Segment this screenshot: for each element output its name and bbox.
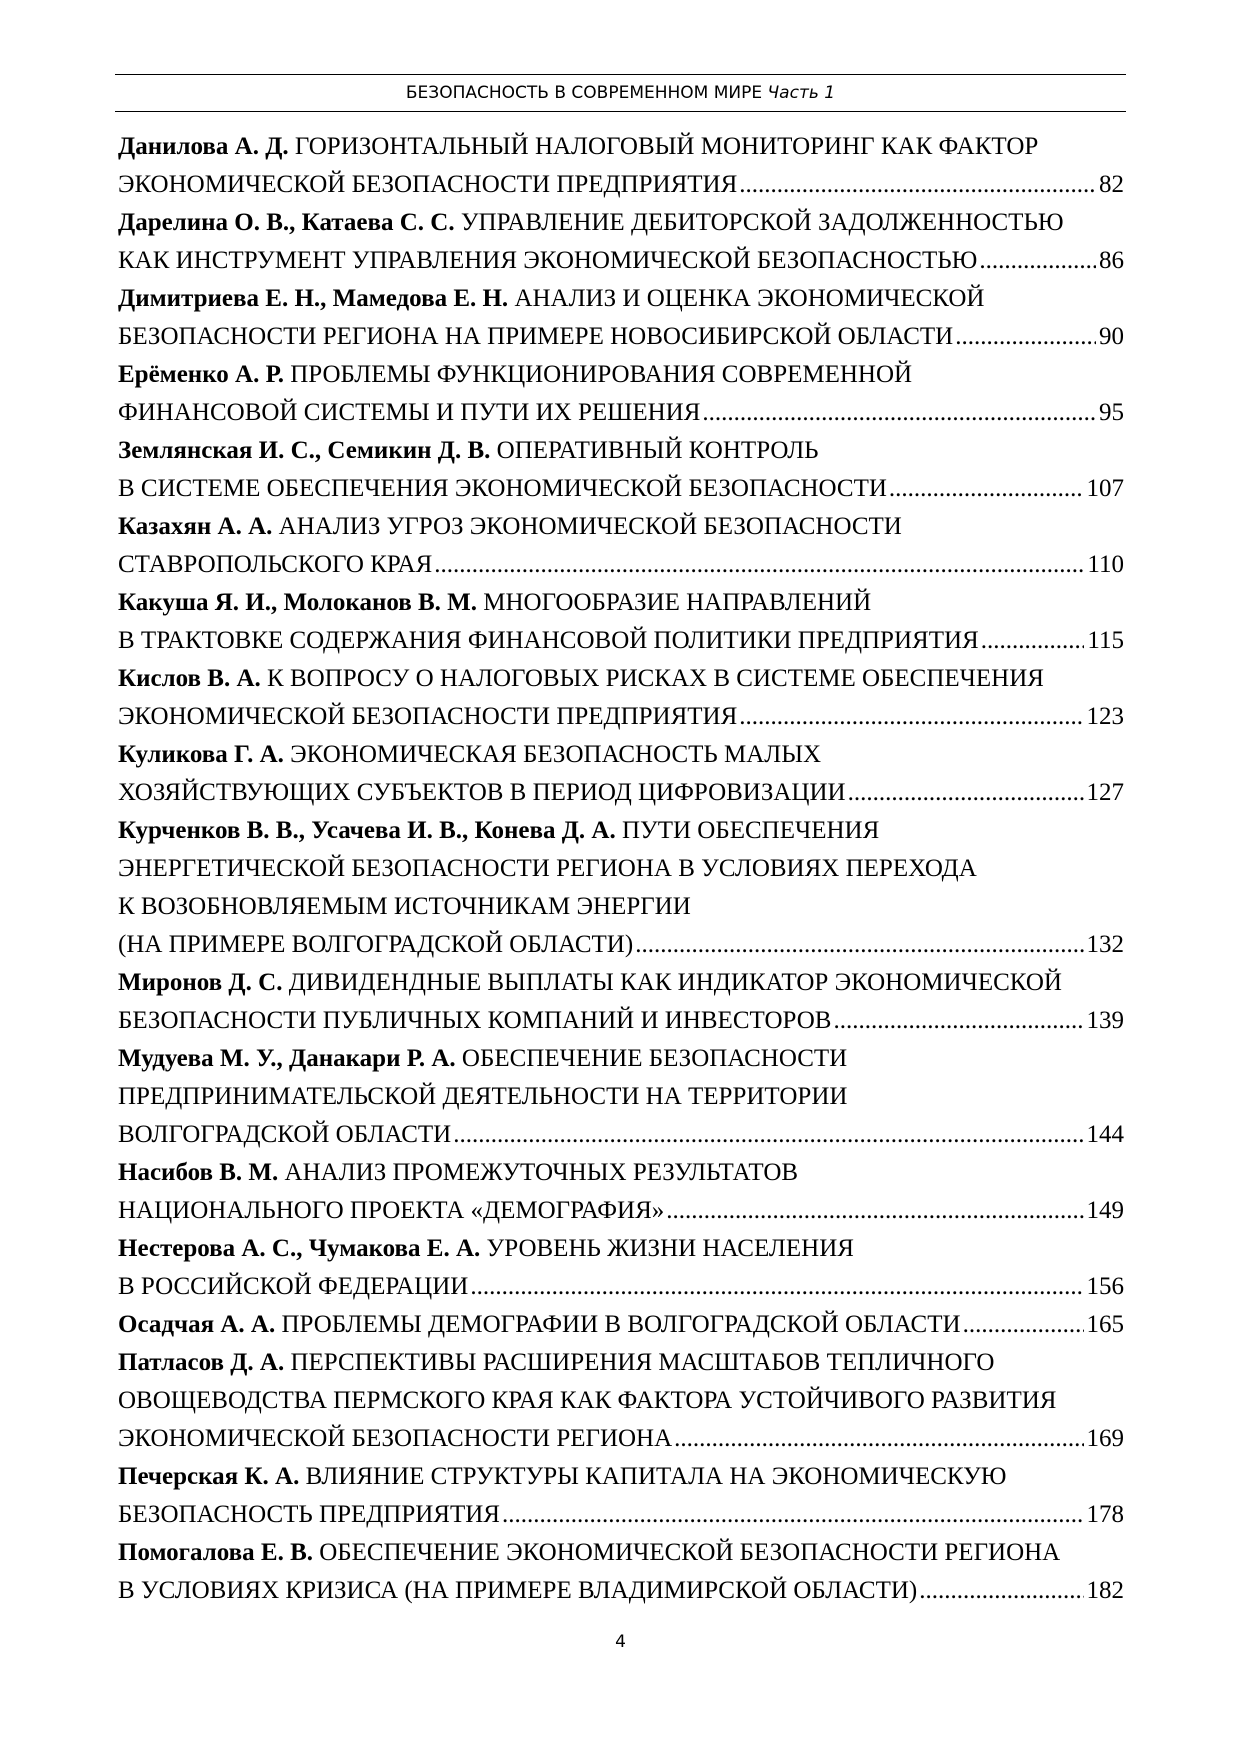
toc-entry-line [118,128,1124,166]
dot-leader [979,622,1085,660]
toc-entry-page[interactable]: 149 [1086,1197,1124,1224]
toc-entry-title: НАЦИОНАЛЬНОГО ПРОЕКТА «ДЕМОГРАФИЯ» [118,1197,665,1224]
toc-entry-line [118,1078,1124,1116]
toc-entry-text [118,774,846,812]
toc-entry-text [118,698,737,736]
toc-entry-authors: Нестерова А. С., Чумакова Е. А. [118,1235,481,1262]
toc-entry-line [118,394,1124,432]
toc-entry-authors: Курченков В. В., Усачева И. В., Конева Д. А. [118,817,616,844]
toc-entry-line [118,736,1124,774]
toc-entry-text [118,1496,500,1534]
toc-entry-page[interactable]: 144 [1086,1121,1124,1148]
toc-entry-authors: Куликова Г. А. [118,741,284,768]
toc-entry-line [118,1154,1124,1192]
dot-leader [432,546,1084,584]
toc-entry-line [118,1268,1124,1306]
toc-entry-title: В УСЛОВИЯХ КРИЗИСА (НА ПРИМЕРЕ ВЛАДИМИРСКОЙ ОБЛАСТИ) [118,1577,918,1604]
toc-entry-title: ОПЕРАТИВНЫЙ КОНТРОЛЬ [496,437,819,464]
toc-entry-authors: Кислов В. А. [118,665,261,692]
toc-entry-title: УПРАВЛЕНИЕ ДЕБИТОРСКОЙ ЗАДОЛЖЕННОСТЬЮ [460,209,1064,236]
toc-entry-text [118,394,700,432]
toc-entry-title: ОВОЩЕВОДСТВА ПЕРМСКОГО КРАЯ КАК ФАКТОРА УСТОЙЧИВОГО РАЗВИТИЯ [118,1387,1057,1414]
toc-entry-title: УРОВЕНЬ ЖИЗНИ НАСЕЛЕНИЯ [486,1235,854,1262]
dot-leader [831,1002,1083,1040]
dot-leader [917,1572,1083,1610]
toc-entry-page[interactable]: 90 [1099,323,1124,350]
toc-entry-authors: Димитриева Е. Н., Мамедова Е. Н. [118,285,509,312]
toc-entry-title: В ТРАКТОВКЕ СОДЕРЖАНИЯ ФИНАНСОВОЙ ПОЛИТИКИ ПРЕДПРИЯТИЯ [118,627,979,654]
toc-entry-authors: Миронов Д. С. [118,969,283,996]
toc-entry-text [118,318,953,356]
toc-entry-text [118,166,737,204]
toc-entry-page[interactable]: 156 [1086,1273,1124,1300]
toc-entry-page[interactable]: 178 [1086,1501,1124,1528]
dot-leader [468,1268,1083,1306]
toc-entry-line [118,508,1124,546]
toc-entry-page[interactable]: 115 [1087,627,1124,654]
toc-entry-authors: Какуша Я. И., Молоканов В. М. [118,589,477,616]
toc-entry-authors: Мудуева М. У., Данакари Р. А. [118,1045,456,1072]
toc-entry-line [118,1306,1124,1344]
toc-entry-title: ПРЕДПРИНИМАТЕЛЬСКОЙ ДЕЯТЕЛЬНОСТИ НА ТЕРРИТОРИИ [118,1083,848,1110]
toc-entry [118,1306,1124,1344]
toc-entry [118,1154,1124,1230]
toc-entry [118,280,1124,356]
toc-entry-authors: Землянская И. С., Семикин Д. В. [118,437,491,464]
toc-entry-title: ДИВИДЕНДНЫЕ ВЫПЛАТЫ КАК ИНДИКАТОР ЭКОНОМИЧЕСКОЙ [288,969,1062,996]
toc-entry-page[interactable]: 82 [1099,171,1124,198]
toc-entry [118,432,1124,508]
toc-entry-line [118,204,1124,242]
toc-entry-title: ОБЕСПЕЧЕНИЕ БЕЗОПАСНОСТИ [461,1045,848,1072]
toc-entry-line [118,1040,1124,1078]
toc-entry-title: БЕЗОПАСНОСТИ ПУБЛИЧНЫХ КОМПАНИЙ И ИНВЕСТОРОВ [118,1007,832,1034]
toc-entry-line [118,432,1124,470]
toc-entry-page[interactable]: 123 [1086,703,1124,730]
toc-entry-page[interactable]: 139 [1086,1007,1124,1034]
toc-entry [118,736,1124,812]
toc-entry-line [118,812,1124,850]
dot-leader [953,318,1096,356]
toc-entry-line [118,1420,1124,1458]
toc-entry-title: ПРОБЛЕМЫ ДЕМОГРАФИИ В ВОЛГОГРАДСКОЙ ОБЛАСТИ [281,1311,961,1338]
toc-entry [118,128,1124,204]
toc-entry-page[interactable]: 165 [1086,1311,1124,1338]
toc-entry-line [118,622,1124,660]
toc-entry-authors: Помогалова Е. В. [118,1539,313,1566]
toc-entry-text [118,546,432,584]
toc-entry-line [118,774,1124,812]
toc-entry [118,356,1124,432]
toc-entry-line [118,584,1124,622]
toc-entry-line [118,850,1124,888]
toc-entry-text [118,1420,672,1458]
table-of-contents [118,128,1124,1610]
toc-entry-authors: Печерская К. А. [118,1463,300,1490]
dot-leader [664,1192,1083,1230]
toc-entry-text [118,1116,451,1154]
header-part: Часть 1 [767,83,836,103]
dot-leader [737,698,1083,736]
dot-leader [737,166,1096,204]
toc-entry-authors: Данилова А. Д. [118,133,289,160]
toc-entry-line [118,166,1124,204]
toc-entry-title: СТАВРОПОЛЬСКОГО КРАЯ [118,551,433,578]
toc-entry-line [118,280,1124,318]
toc-entry-title: БЕЗОПАСНОСТЬ ПРЕДПРИЯТИЯ [118,1501,500,1528]
toc-entry [118,1458,1124,1534]
dot-leader [451,1116,1083,1154]
toc-entry-page[interactable]: 132 [1086,931,1124,958]
toc-entry-title: ХОЗЯЙСТВУЮЩИХ СУБЪЕКТОВ В ПЕРИОД ЦИФРОВИЗАЦИИ [118,779,846,806]
toc-entry-title: (НА ПРИМЕРЕ ВОЛГОГРАДСКОЙ ОБЛАСТИ) [118,931,634,958]
toc-entry-title: КАК ИНСТРУМЕНТ УПРАВЛЕНИЯ ЭКОНОМИЧЕСКОЙ БЕЗОПАСНОСТЬЮ [118,247,978,274]
toc-entry-line [118,926,1124,964]
toc-entry-title: ВЛИЯНИЕ СТРУКТУРЫ КАПИТАЛА НА ЭКОНОМИЧЕСКУЮ [305,1463,1007,1490]
toc-entry-line [118,1344,1124,1382]
toc-entry-text [118,470,887,508]
toc-entry [118,1040,1124,1154]
toc-entry-text [118,1268,468,1306]
toc-entry-page[interactable]: 86 [1099,247,1124,274]
toc-entry [118,508,1124,584]
dot-leader [846,774,1084,812]
toc-entry-line [118,1458,1124,1496]
toc-entry-line [118,470,1124,508]
toc-entry [118,1534,1124,1610]
toc-entry-text [118,1306,961,1344]
toc-entry-text [118,1572,917,1610]
toc-entry-title: В РОССИЙСКОЙ ФЕДЕРАЦИИ [118,1273,469,1300]
toc-entry-title: В СИСТЕМЕ ОБЕСПЕЧЕНИЯ ЭКОНОМИЧЕСКОЙ БЕЗОПАСНОСТИ [118,475,887,502]
toc-entry-title: К ВОПРОСУ О НАЛОГОВЫХ РИСКАХ В СИСТЕМЕ ОБЕСПЕЧЕНИЯ [267,665,1044,692]
toc-entry [118,1230,1124,1306]
toc-entry-page[interactable]: 169 [1086,1425,1124,1452]
toc-entry-line [118,888,1124,926]
toc-entry-line [118,318,1124,356]
dot-leader [633,926,1083,964]
toc-entry-line [118,660,1124,698]
toc-entry [118,204,1124,280]
toc-entry-title: ЭКОНОМИЧЕСКАЯ БЕЗОПАСНОСТЬ МАЛЫХ [290,741,822,768]
toc-entry [118,584,1124,660]
toc-entry-authors: Дарелина О. В., Катаева С. С. [118,209,455,236]
toc-entry-line [118,1192,1124,1230]
toc-entry-text [118,622,979,660]
running-header [115,74,1126,112]
toc-entry-line [118,1534,1124,1572]
toc-entry [118,812,1124,964]
toc-entry [118,660,1124,736]
toc-entry-text [118,242,977,280]
dot-leader [961,1306,1084,1344]
dot-leader [500,1496,1084,1534]
toc-entry-line [118,356,1124,394]
toc-entry-line [118,1230,1124,1268]
toc-entry-title: ГОРИЗОНТАЛЬНЫЙ НАЛОГОВЫЙ МОНИТОРИНГ КАК ФАКТОР [294,133,1039,160]
toc-entry-line [118,1382,1124,1420]
toc-entry-title: ОБЕСПЕЧЕНИЕ ЭКОНОМИЧЕСКОЙ БЕЗОПАСНОСТИ РЕГИОНА [319,1539,1061,1566]
toc-entry [118,1344,1124,1458]
dot-leader [672,1420,1083,1458]
header-title: БЕЗОПАСНОСТЬ В СОВРЕМЕННОМ МИРЕ [405,83,763,103]
toc-entry-text [118,926,633,964]
toc-entry-title: ЭКОНОМИЧЕСКОЙ БЕЗОПАСНОСТИ ПРЕДПРИЯТИЯ [118,703,738,730]
toc-entry-title: ФИНАНСОВОЙ СИСТЕМЫ И ПУТИ ИХ РЕШЕНИЯ [118,399,701,426]
toc-entry-page[interactable]: 107 [1086,475,1124,502]
dot-leader [887,470,1084,508]
toc-entry-title: МНОГООБРАЗИЕ НАПРАВЛЕНИЙ [483,589,872,616]
toc-entry-line [118,1116,1124,1154]
toc-entry-title: ЭНЕРГЕТИЧЕСКОЙ БЕЗОПАСНОСТИ РЕГИОНА В УСЛОВИЯХ ПЕРЕХОДА [118,855,977,882]
toc-entry-page[interactable]: 110 [1087,551,1124,578]
toc-entry-line [118,1496,1124,1534]
toc-entry-title: ВОЛГОГРАДСКОЙ ОБЛАСТИ [118,1121,452,1148]
toc-entry-authors: Казахян А. А. [118,513,273,540]
toc-entry-page[interactable]: 127 [1086,779,1124,806]
toc-entry-title: АНАЛИЗ УГРОЗ ЭКОНОМИЧЕСКОЙ БЕЗОПАСНОСТИ [278,513,902,540]
toc-entry-title: К ВОЗОБНОВЛЯЕМЫМ ИСТОЧНИКАМ ЭНЕРГИИ [118,893,691,920]
toc-entry-line [118,1572,1124,1610]
toc-entry-title: ЭКОНОМИЧЕСКОЙ БЕЗОПАСНОСТИ ПРЕДПРИЯТИЯ [118,171,738,198]
toc-entry-authors: Осадчая А. А. [118,1311,276,1338]
page-number: 4 [615,1632,626,1652]
toc-entry-line [118,1002,1124,1040]
toc-entry-title: ПРОБЛЕМЫ ФУНКЦИОНИРОВАНИЯ СОВРЕМЕННОЙ [290,361,913,388]
toc-entry-authors: Ерёменко А. Р. [118,361,284,388]
toc-entry-page[interactable]: 95 [1099,399,1124,426]
toc-entry-line [118,242,1124,280]
toc-entry-title: БЕЗОПАСНОСТИ РЕГИОНА НА ПРИМЕРЕ НОВОСИБИРСКОЙ ОБЛАСТИ [118,323,954,350]
toc-entry-line [118,698,1124,736]
toc-entry-title: АНАЛИЗ И ОЦЕНКА ЭКОНОМИЧЕСКОЙ [514,285,985,312]
toc-entry-authors: Насибов В. М. [118,1159,279,1186]
toc-entry [118,964,1124,1040]
toc-entry-page[interactable]: 182 [1086,1577,1124,1604]
toc-entry-title: ЭКОНОМИЧЕСКОЙ БЕЗОПАСНОСТИ РЕГИОНА [118,1425,673,1452]
toc-entry-text [118,1002,831,1040]
dot-leader [700,394,1096,432]
toc-entry-title: ПУТИ ОБЕСПЕЧЕНИЯ [621,817,880,844]
toc-entry-authors: Патласов Д. А. [118,1349,285,1376]
toc-entry-line [118,964,1124,1002]
toc-entry-title: ПЕРСПЕКТИВЫ РАСШИРЕНИЯ МАСШТАБОВ ТЕПЛИЧНОГО [290,1349,995,1376]
dot-leader [977,242,1096,280]
toc-entry-line [118,546,1124,584]
toc-entry-title: АНАЛИЗ ПРОМЕЖУТОЧНЫХ РЕЗУЛЬТАТОВ [284,1159,799,1186]
toc-entry-text [118,1192,664,1230]
